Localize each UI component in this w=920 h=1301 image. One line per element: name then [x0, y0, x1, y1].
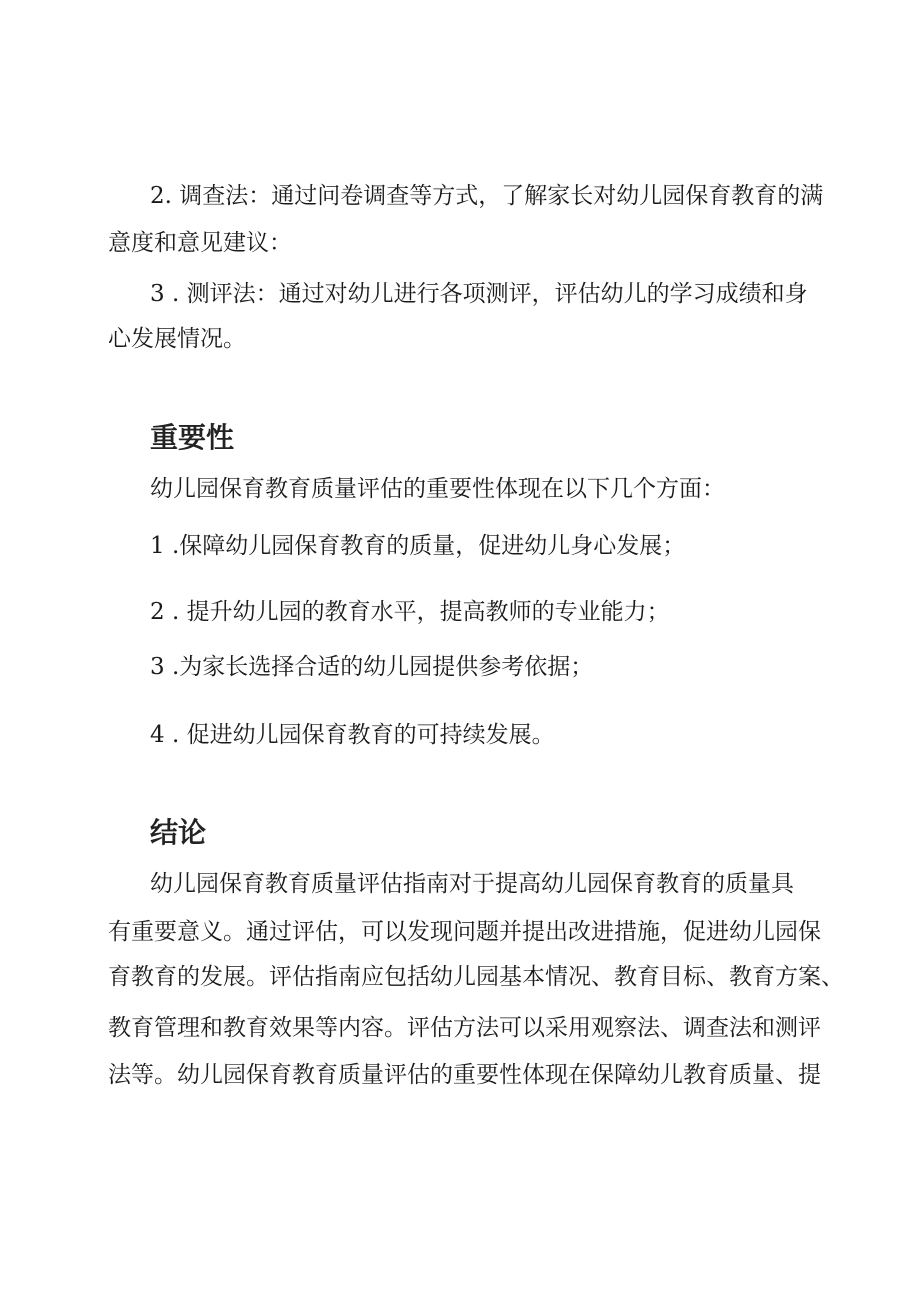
importance-heading: 重要性 — [150, 421, 235, 454]
importance-item: 2 . 提升幼儿园的教育水平，提高教师的专业能力； — [150, 599, 670, 625]
conclusion-line: 有重要意义。通过评估，可以发现问题并提出改进措施，促进幼儿园保 — [108, 919, 821, 945]
survey-method-line-1: 2. 调查法：通过问卷调查等方式，了解家长对幼儿园保育教育的满 — [150, 183, 824, 209]
conclusion-line: 法等。幼儿园保育教育质量评估的重要性体现在保障幼儿教育质量、提 — [108, 1062, 821, 1088]
assessment-method-line-1: 3 . 测评法：通过对幼儿进行各项测评，评估幼儿的学习成绩和身 — [150, 281, 808, 307]
survey-method-line-2: 意度和意见建议： — [108, 230, 292, 256]
conclusion-heading: 结论 — [150, 816, 207, 849]
importance-item: 3 .为家长选择合适的幼儿园提供参考依据； — [150, 654, 594, 680]
importance-intro: 幼儿园保育教育质量评估的重要性体现在以下几个方面： — [150, 476, 725, 502]
conclusion-line: 幼儿园保育教育质量评估指南对于提高幼儿园保育教育的质量具 — [150, 871, 794, 897]
importance-item: 4 . 促进幼儿园保育教育的可持续发展。 — [150, 722, 555, 748]
conclusion-line: 教育管理和教育效果等内容。评估方法可以采用观察法、调查法和测评 — [108, 1015, 821, 1041]
assessment-method-line-2: 心发展情况。 — [108, 326, 246, 352]
conclusion-line: 育教育的发展。评估指南应包括幼儿园基本情况、教育目标、教育方案、 — [108, 964, 844, 990]
importance-item: 1 .保障幼儿园保育教育的质量，促进幼儿身心发展； — [150, 533, 686, 559]
